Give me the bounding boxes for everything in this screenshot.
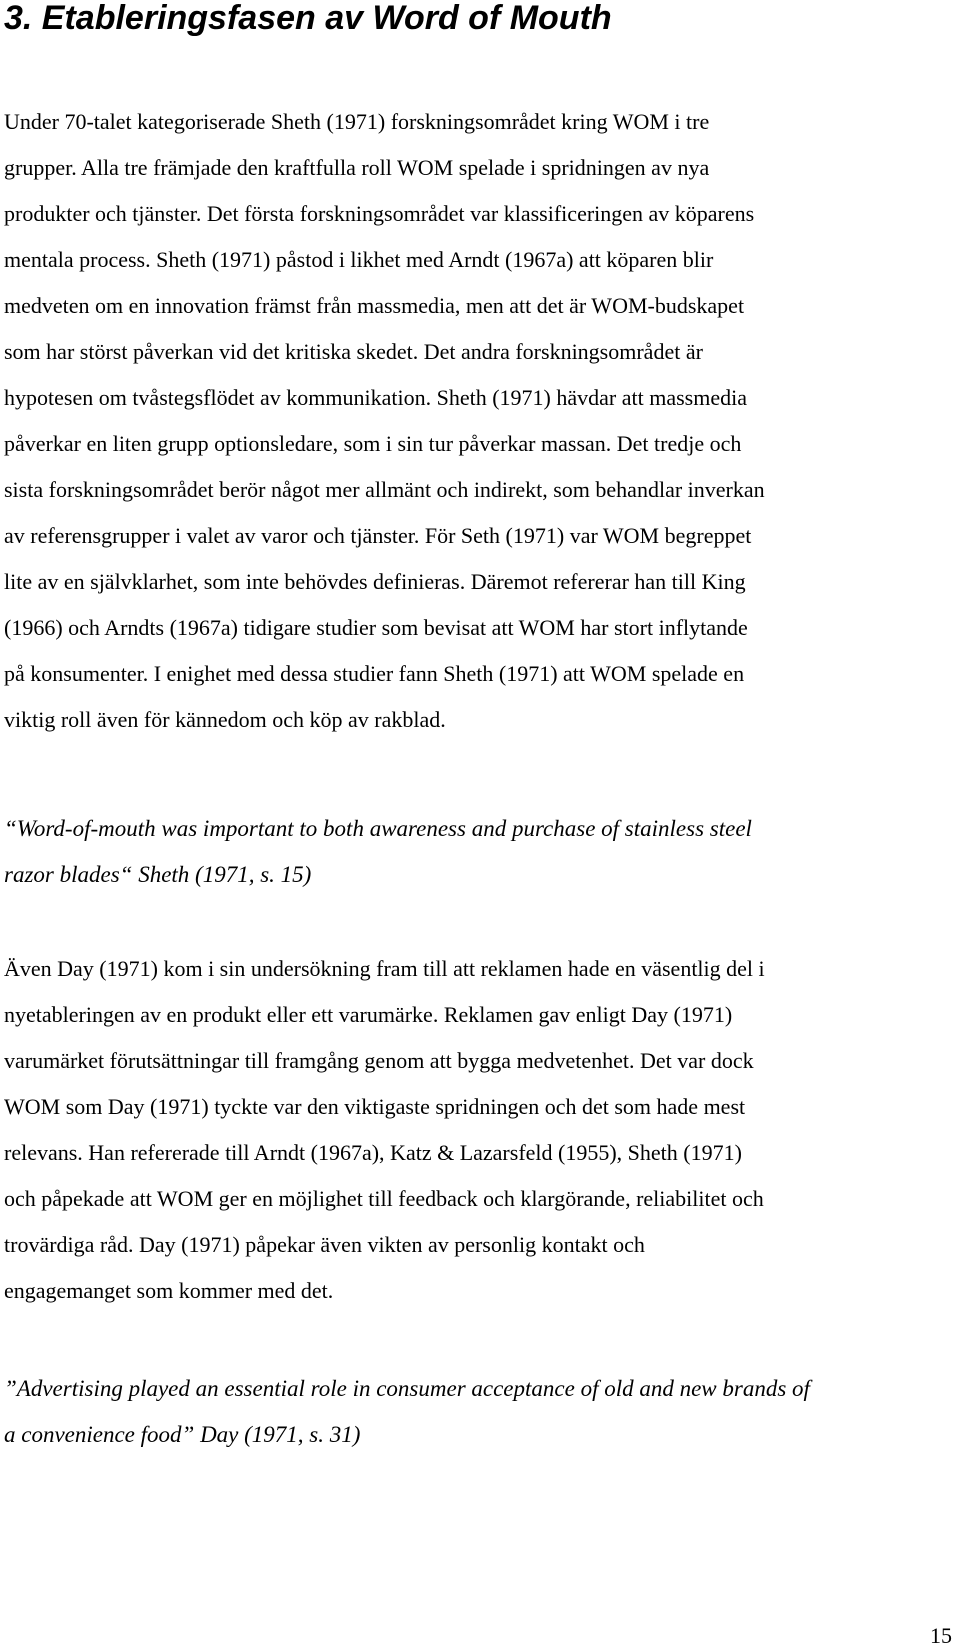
page-number: 15 xyxy=(930,1623,952,1648)
text-line: sista forskningsområdet berör något mer allmänt och indirekt, som behandlar inverkan xyxy=(4,477,765,502)
text-line: viktig roll även för kännedom och köp av rakblad. xyxy=(4,707,446,732)
text-line: trovärdiga råd. Day (1971) påpekar även vikten av personlig kontakt och xyxy=(4,1232,645,1257)
text-line: nyetableringen av en produkt eller ett varumärke. Reklamen gav enligt Day (1971) xyxy=(4,1002,733,1027)
quote-line: “Word-of-mouth was important to both awareness and purchase of stainless steel xyxy=(4,816,752,841)
text-line: varumärket förutsättningar till framgång genom att bygga medvetenhet. Det var dock xyxy=(4,1048,754,1073)
quote-line: a convenience food” Day (1971, s. 31) xyxy=(4,1422,361,1447)
text-line: påverkar en liten grupp optionsledare, som i sin tur påverkar massan. Det tredje och xyxy=(4,431,742,456)
text-line: lite av en självklarhet, som inte behövdes definieras. Däremot refererar han till King xyxy=(4,569,746,594)
text-line: WOM som Day (1971) tyckte var den viktigaste spridningen och det som hade mest xyxy=(4,1094,746,1119)
text-line: grupper. Alla tre främjade den kraftfulla roll WOM spelade i spridningen av nya xyxy=(4,155,710,180)
text-line: relevans. Han refererade till Arndt (1967a), Katz & Lazarsfeld (1955), Sheth (1971) xyxy=(4,1140,742,1165)
body-paragraph-1 xyxy=(4,99,954,743)
section-heading: 3. Etableringsfasen av Word of Mouth xyxy=(4,0,612,37)
text-line: mentala process. Sheth (1971) påstod i likhet med Arndt (1967a) att köparen blir xyxy=(4,247,714,272)
text-line: hypotesen om tvåstegsflödet av kommunikation. Sheth (1971) hävdar att massmedia xyxy=(4,385,747,410)
text-line: på konsumenter. I enighet med dessa studier fann Sheth (1971) att WOM spelade en xyxy=(4,661,745,686)
quote-line: razor blades“ Sheth (1971, s. 15) xyxy=(4,862,312,887)
text-line: Under 70-talet kategoriserade Sheth (1971) forskningsområdet kring WOM i tre xyxy=(4,109,710,134)
block-quote-2 xyxy=(4,1366,954,1458)
text-line: produkter och tjänster. Det första forskningsområdet var klassificeringen av köparens xyxy=(4,201,755,226)
text-line: och påpekade att WOM ger en möjlighet till feedback och klargörande, reliabilitet och xyxy=(4,1186,764,1211)
text-line: Även Day (1971) kom i sin undersökning fram till att reklamen hade en väsentlig del i xyxy=(4,956,765,981)
body-paragraph-2 xyxy=(4,946,954,1314)
text-line: engagemanget som kommer med det. xyxy=(4,1278,334,1303)
quote-line: ”Advertising played an essential role in consumer acceptance of old and new brands of xyxy=(4,1376,810,1401)
text-line: (1966) och Arndts (1967a) tidigare studier som bevisat att WOM har stort inflytande xyxy=(4,615,748,640)
block-quote-1 xyxy=(4,806,954,898)
text-line: av referensgrupper i valet av varor och tjänster. För Seth (1971) var WOM begreppet xyxy=(4,523,752,548)
text-line: medveten om en innovation främst från massmedia, men att det är WOM-budskapet xyxy=(4,293,745,318)
text-line: som har störst påverkan vid det kritiska skedet. Det andra forskningsområdet är xyxy=(4,339,703,364)
